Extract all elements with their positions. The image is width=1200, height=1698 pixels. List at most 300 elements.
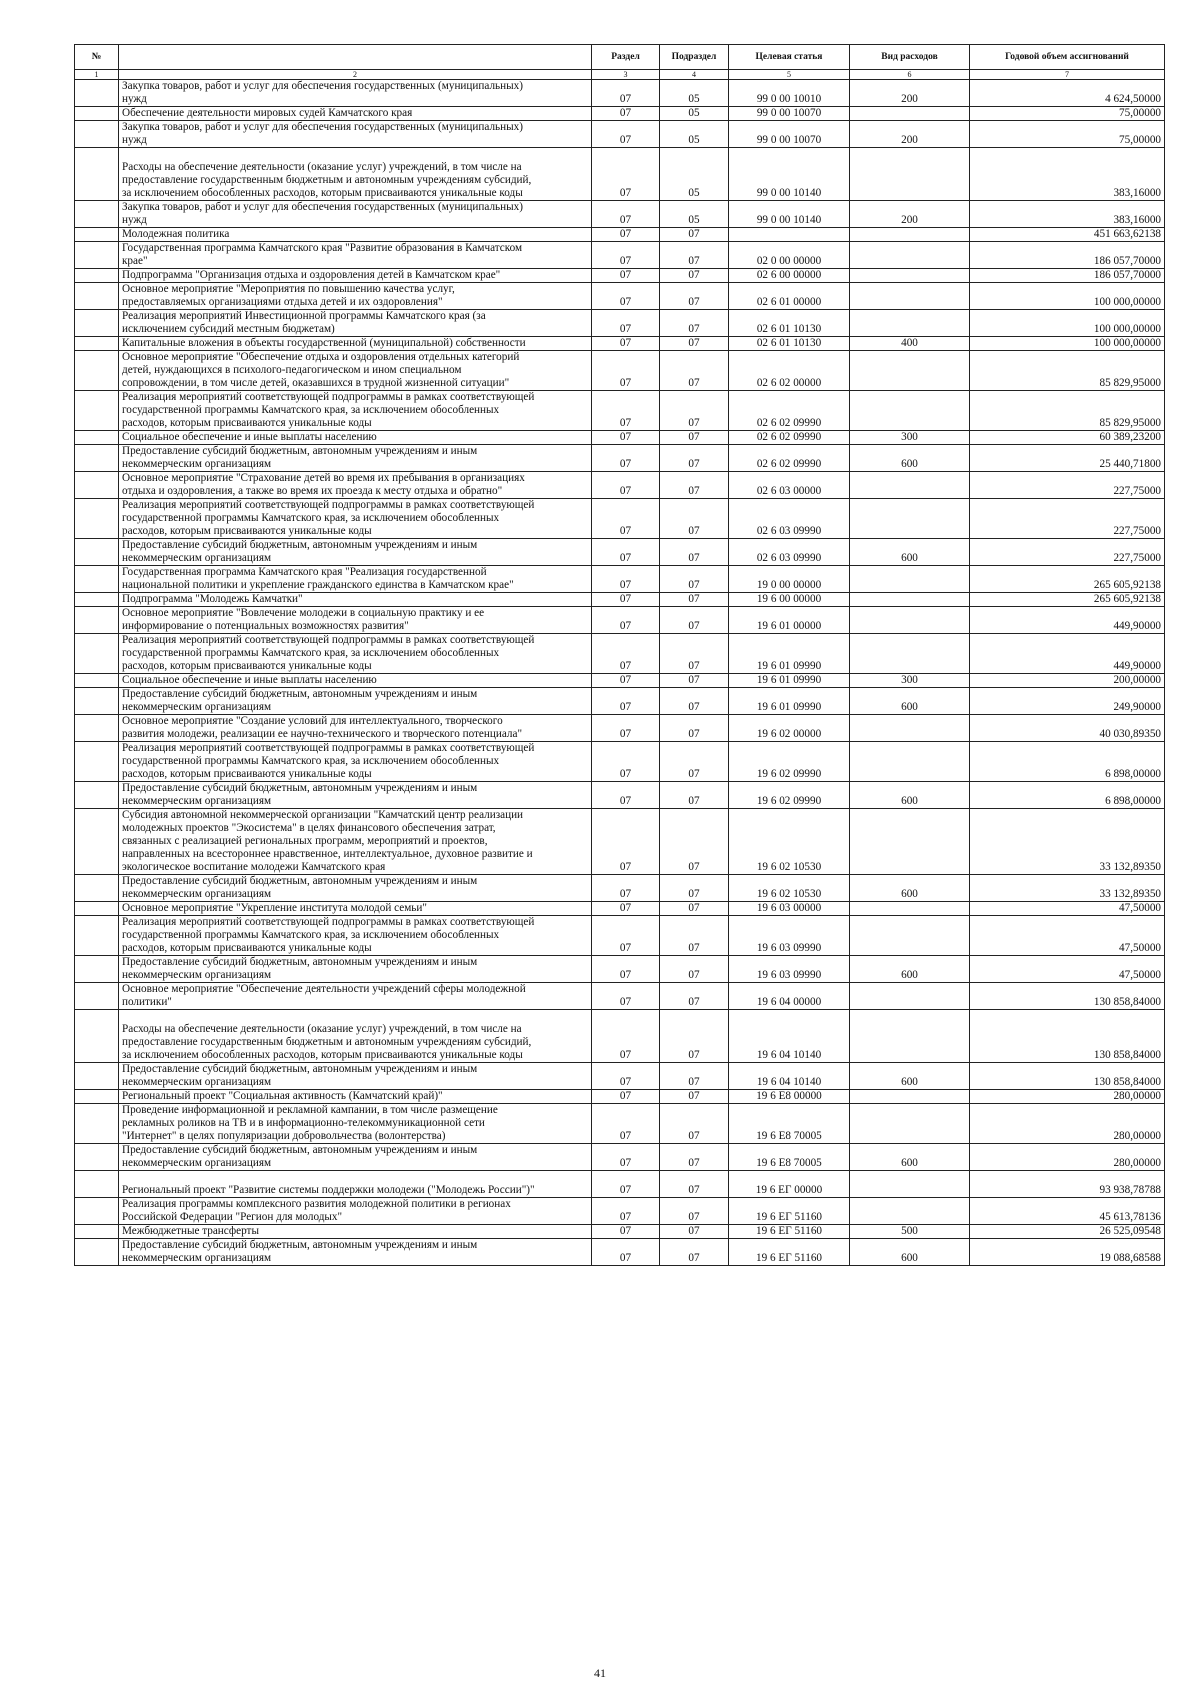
row-podrazdel: 07 xyxy=(660,1239,729,1266)
row-number xyxy=(75,242,119,269)
row-razdel: 07 xyxy=(592,634,660,674)
table-row xyxy=(75,956,1165,983)
row-podrazdel: 07 xyxy=(660,1225,729,1239)
row-tselevaya-statya: 99 0 00 10070 xyxy=(729,107,850,121)
row-razdel: 07 xyxy=(592,1010,660,1063)
row-razdel: 07 xyxy=(592,1225,660,1239)
row-tselevaya-statya: 19 6 EГ 00000 xyxy=(729,1171,850,1198)
row-sum: 449,90000 xyxy=(970,607,1165,634)
row-tselevaya-statya: 99 0 00 10140 xyxy=(729,148,850,201)
row-number xyxy=(75,782,119,809)
row-vid-raskhodov: 600 xyxy=(850,956,970,983)
row-tselevaya-statya: 19 6 E8 70005 xyxy=(729,1104,850,1144)
row-podrazdel: 07 xyxy=(660,1010,729,1063)
row-number xyxy=(75,902,119,916)
table-row xyxy=(75,499,1165,539)
row-razdel: 07 xyxy=(592,809,660,875)
row-podrazdel: 07 xyxy=(660,593,729,607)
row-number xyxy=(75,391,119,431)
row-vid-raskhodov xyxy=(850,916,970,956)
row-sum: 60 389,23200 xyxy=(970,431,1165,445)
row-tselevaya-statya: 02 6 01 00000 xyxy=(729,283,850,310)
row-tselevaya-statya: 19 6 04 10140 xyxy=(729,1010,850,1063)
row-name: Расходы на обеспечение деятельности (оказание услуг) учреждений, в том числе на предоставление государственным бюджетным и автономным учреждениям субсидий, за исключением обособленных расходов, которым присваиваются уникальные коды xyxy=(119,1010,592,1063)
row-tselevaya-statya: 19 6 01 09990 xyxy=(729,674,850,688)
row-razdel: 07 xyxy=(592,782,660,809)
row-vid-raskhodov: 600 xyxy=(850,445,970,472)
row-name: Проведение информационной и рекламной кампании, в том числе размещение рекламных роликов на ТВ и в информационно-телекоммуникационной сети "Интернет" в целях популяризации добровольчества (волонтерства) xyxy=(119,1104,592,1144)
table-row xyxy=(75,566,1165,593)
table-row xyxy=(75,674,1165,688)
row-sum: 47,50000 xyxy=(970,956,1165,983)
row-vid-raskhodov xyxy=(850,269,970,283)
row-number xyxy=(75,148,119,201)
row-vid-raskhodov xyxy=(850,107,970,121)
row-name: Предоставление субсидий бюджетным, автономным учреждениям и иным некоммерческим организациям xyxy=(119,1144,592,1171)
row-sum: 45 613,78136 xyxy=(970,1198,1165,1225)
column-number: 5 xyxy=(729,70,850,80)
row-sum: 100 000,00000 xyxy=(970,337,1165,351)
row-podrazdel: 07 xyxy=(660,431,729,445)
row-name: Закупка товаров, работ и услуг для обеспечения государственных (муниципальных) нужд xyxy=(119,80,592,107)
row-podrazdel: 05 xyxy=(660,121,729,148)
row-name: Молодежная политика xyxy=(119,228,592,242)
row-razdel: 07 xyxy=(592,539,660,566)
row-podrazdel: 07 xyxy=(660,1144,729,1171)
row-name: Реализация программы комплексного развития молодежной политики в регионах Российской Федерации "Регион для молодых" xyxy=(119,1198,592,1225)
row-vid-raskhodov xyxy=(850,242,970,269)
row-razdel: 07 xyxy=(592,956,660,983)
row-name: Региональный проект "Социальная активность (Камчатский край)" xyxy=(119,1090,592,1104)
row-vid-raskhodov xyxy=(850,566,970,593)
row-sum: 26 525,09548 xyxy=(970,1225,1165,1239)
row-tselevaya-statya: 19 0 00 00000 xyxy=(729,566,850,593)
row-razdel: 07 xyxy=(592,337,660,351)
row-number xyxy=(75,107,119,121)
row-tselevaya-statya: 19 6 E8 70005 xyxy=(729,1144,850,1171)
row-vid-raskhodov xyxy=(850,499,970,539)
row-tselevaya-statya: 19 6 EГ 51160 xyxy=(729,1198,850,1225)
row-name: Социальное обеспечение и иные выплаты населению xyxy=(119,674,592,688)
table-row xyxy=(75,337,1165,351)
page-number: 41 xyxy=(594,1666,606,1680)
table-row xyxy=(75,875,1165,902)
row-number xyxy=(75,539,119,566)
row-tselevaya-statya: 19 6 EГ 51160 xyxy=(729,1239,850,1266)
row-name: Реализация мероприятий Инвестиционной программы Камчатского края (за исключением субсидий местным бюджетам) xyxy=(119,310,592,337)
row-number xyxy=(75,607,119,634)
row-razdel: 07 xyxy=(592,472,660,499)
header-tselevaya-statya: Целевая статья xyxy=(729,45,850,70)
row-podrazdel: 07 xyxy=(660,351,729,391)
table-row xyxy=(75,148,1165,201)
row-name: Социальное обеспечение и иные выплаты населению xyxy=(119,431,592,445)
row-number xyxy=(75,674,119,688)
row-vid-raskhodov xyxy=(850,351,970,391)
row-podrazdel: 07 xyxy=(660,1090,729,1104)
row-tselevaya-statya: 19 6 02 00000 xyxy=(729,715,850,742)
row-number xyxy=(75,228,119,242)
row-tselevaya-statya: 19 6 01 09990 xyxy=(729,634,850,674)
row-tselevaya-statya: 02 6 03 00000 xyxy=(729,472,850,499)
row-sum: 93 938,78788 xyxy=(970,1171,1165,1198)
row-razdel: 07 xyxy=(592,351,660,391)
row-sum: 383,16000 xyxy=(970,201,1165,228)
row-number xyxy=(75,1225,119,1239)
row-tselevaya-statya: 19 6 01 00000 xyxy=(729,607,850,634)
row-razdel: 07 xyxy=(592,1171,660,1198)
row-razdel: 07 xyxy=(592,688,660,715)
row-tselevaya-statya: 02 6 00 00000 xyxy=(729,269,850,283)
row-vid-raskhodov xyxy=(850,983,970,1010)
row-razdel: 07 xyxy=(592,445,660,472)
row-razdel: 07 xyxy=(592,391,660,431)
budget-sheet xyxy=(74,44,1164,1266)
row-razdel: 07 xyxy=(592,121,660,148)
row-razdel: 07 xyxy=(592,1239,660,1266)
column-number: 2 xyxy=(119,70,592,80)
row-razdel: 07 xyxy=(592,875,660,902)
row-number xyxy=(75,201,119,228)
table-row xyxy=(75,634,1165,674)
table-row xyxy=(75,431,1165,445)
row-podrazdel: 07 xyxy=(660,742,729,782)
row-name: Реализация мероприятий соответствующей подпрограммы в рамках соответствующей государственной программы Камчатского края, за исключением обособленных расходов, которым присваиваются уникальные коды xyxy=(119,916,592,956)
row-vid-raskhodov xyxy=(850,902,970,916)
table-row xyxy=(75,1171,1165,1198)
table-row xyxy=(75,121,1165,148)
row-name: Реализация мероприятий соответствующей подпрограммы в рамках соответствующей государственной программы Камчатского края, за исключением обособленных расходов, которым присваиваются уникальные коды xyxy=(119,742,592,782)
row-number xyxy=(75,875,119,902)
table-row xyxy=(75,242,1165,269)
row-sum: 100 000,00000 xyxy=(970,283,1165,310)
row-razdel: 07 xyxy=(592,566,660,593)
table-row xyxy=(75,1063,1165,1090)
row-name: Реализация мероприятий соответствующей подпрограммы в рамках соответствующей государственной программы Камчатского края, за исключением обособленных расходов, которым присваиваются уникальные коды xyxy=(119,499,592,539)
row-razdel: 07 xyxy=(592,269,660,283)
row-number xyxy=(75,445,119,472)
row-number xyxy=(75,1171,119,1198)
row-razdel: 07 xyxy=(592,431,660,445)
row-number xyxy=(75,566,119,593)
row-number xyxy=(75,1198,119,1225)
row-podrazdel: 05 xyxy=(660,201,729,228)
row-name: Подпрограмма "Организация отдыха и оздоровления детей в Камчатском крае" xyxy=(119,269,592,283)
row-sum: 249,90000 xyxy=(970,688,1165,715)
row-podrazdel: 07 xyxy=(660,1171,729,1198)
row-podrazdel: 05 xyxy=(660,80,729,107)
row-razdel: 07 xyxy=(592,983,660,1010)
row-podrazdel: 07 xyxy=(660,1198,729,1225)
row-vid-raskhodov xyxy=(850,593,970,607)
row-name: Предоставление субсидий бюджетным, автономным учреждениям и иным некоммерческим организациям xyxy=(119,1063,592,1090)
row-sum: 265 605,92138 xyxy=(970,593,1165,607)
row-name: Предоставление субсидий бюджетным, автономным учреждениям и иным некоммерческим организациям xyxy=(119,688,592,715)
row-number xyxy=(75,634,119,674)
row-number xyxy=(75,1010,119,1063)
row-podrazdel: 07 xyxy=(660,1104,729,1144)
table-row xyxy=(75,688,1165,715)
row-sum: 33 132,89350 xyxy=(970,809,1165,875)
row-podrazdel: 07 xyxy=(660,445,729,472)
row-vid-raskhodov: 600 xyxy=(850,1239,970,1266)
table-row xyxy=(75,107,1165,121)
column-number: 1 xyxy=(75,70,119,80)
row-vid-raskhodov xyxy=(850,391,970,431)
row-sum: 130 858,84000 xyxy=(970,983,1165,1010)
row-name: Капитальные вложения в объекты государственной (муниципальной) собственности xyxy=(119,337,592,351)
table-row xyxy=(75,1144,1165,1171)
row-tselevaya-statya: 19 6 01 09990 xyxy=(729,688,850,715)
row-number xyxy=(75,809,119,875)
row-name: Закупка товаров, работ и услуг для обеспечения государственных (муниципальных) нужд xyxy=(119,201,592,228)
table-row xyxy=(75,782,1165,809)
table-row xyxy=(75,742,1165,782)
row-vid-raskhodov: 600 xyxy=(850,539,970,566)
row-podrazdel: 07 xyxy=(660,566,729,593)
row-name: Основное мероприятие "Страхование детей во время их пребывания в организациях отдыха и оздоровления, а также во время их проезда к месту отдыха и обратно" xyxy=(119,472,592,499)
row-podrazdel: 07 xyxy=(660,242,729,269)
row-name: Реализация мероприятий соответствующей подпрограммы в рамках соответствующей государственной программы Камчатского края, за исключением обособленных расходов, которым присваиваются уникальные коды xyxy=(119,391,592,431)
budget-table xyxy=(74,44,1165,1266)
header-vid-raskhodov: Вид расходов xyxy=(850,45,970,70)
row-sum: 47,50000 xyxy=(970,902,1165,916)
row-razdel: 07 xyxy=(592,1104,660,1144)
row-podrazdel: 07 xyxy=(660,916,729,956)
table-row xyxy=(75,902,1165,916)
row-sum: 85 829,95000 xyxy=(970,351,1165,391)
row-tselevaya-statya: 99 0 00 10070 xyxy=(729,121,850,148)
header-godovoy-obem: Годовой объем ассигнований xyxy=(970,45,1165,70)
row-podrazdel: 07 xyxy=(660,499,729,539)
table-row xyxy=(75,983,1165,1010)
row-name: Основное мероприятие "Обеспечение деятельности учреждений сферы молодежной политики" xyxy=(119,983,592,1010)
row-vid-raskhodov xyxy=(850,1010,970,1063)
row-razdel: 07 xyxy=(592,916,660,956)
column-number: 6 xyxy=(850,70,970,80)
row-vid-raskhodov xyxy=(850,472,970,499)
row-name: Предоставление субсидий бюджетным, автономным учреждениям и иным некоммерческим организациям xyxy=(119,956,592,983)
row-number xyxy=(75,742,119,782)
row-tselevaya-statya: 19 6 02 10530 xyxy=(729,875,850,902)
row-name: Основное мероприятие "Обеспечение отдыха и оздоровления отдельных категорий детей, нуждающихся в психолого-педагогическом и ином специальном сопровождении, в том числе детей, оказавшихся в трудной жизненной ситуации" xyxy=(119,351,592,391)
row-vid-raskhodov xyxy=(850,742,970,782)
row-razdel: 07 xyxy=(592,80,660,107)
header-podrazdel: Подраздел xyxy=(660,45,729,70)
table-row xyxy=(75,1104,1165,1144)
table-row xyxy=(75,80,1165,107)
row-vid-raskhodov: 200 xyxy=(850,80,970,107)
row-vid-raskhodov: 200 xyxy=(850,201,970,228)
row-sum: 47,50000 xyxy=(970,916,1165,956)
row-tselevaya-statya: 99 0 00 10010 xyxy=(729,80,850,107)
row-sum: 449,90000 xyxy=(970,634,1165,674)
row-razdel: 07 xyxy=(592,201,660,228)
row-number xyxy=(75,337,119,351)
row-vid-raskhodov xyxy=(850,1171,970,1198)
row-vid-raskhodov: 200 xyxy=(850,121,970,148)
row-podrazdel: 07 xyxy=(660,607,729,634)
header-no: № xyxy=(75,45,119,70)
row-tselevaya-statya: 19 6 04 10140 xyxy=(729,1063,850,1090)
row-name: Предоставление субсидий бюджетным, автономным учреждениям и иным некоммерческим организациям xyxy=(119,539,592,566)
row-podrazdel: 07 xyxy=(660,875,729,902)
table-row xyxy=(75,539,1165,566)
row-number xyxy=(75,1104,119,1144)
column-number-row xyxy=(75,70,1165,80)
row-podrazdel: 05 xyxy=(660,148,729,201)
row-sum: 227,75000 xyxy=(970,472,1165,499)
row-name: Государственная программа Камчатского края "Реализация государственной национальной политики и укрепление гражданского единства в Камчатском крае" xyxy=(119,566,592,593)
row-tselevaya-statya: 02 6 01 10130 xyxy=(729,310,850,337)
table-row xyxy=(75,916,1165,956)
row-tselevaya-statya: 19 6 03 00000 xyxy=(729,902,850,916)
row-sum: 186 057,70000 xyxy=(970,242,1165,269)
row-vid-raskhodov xyxy=(850,809,970,875)
table-row xyxy=(75,391,1165,431)
row-name: Субсидия автономной некоммерческой организации "Камчатский центр реализации молодежных проектов "Экосистема" в целях финансового обеспечения затрат, связанных с реализацией региональных программ, мероприятий и проектов, направленных на всестороннее нравственное, интеллектуальное, духовное развитие и экологическое воспитание молодежи Камчатского края xyxy=(119,809,592,875)
row-tselevaya-statya: 99 0 00 10140 xyxy=(729,201,850,228)
row-sum: 280,00000 xyxy=(970,1144,1165,1171)
row-vid-raskhodov xyxy=(850,1198,970,1225)
table-row xyxy=(75,1090,1165,1104)
header-row xyxy=(75,45,1165,70)
row-tselevaya-statya: 02 0 00 00000 xyxy=(729,242,850,269)
row-number xyxy=(75,351,119,391)
row-vid-raskhodov xyxy=(850,228,970,242)
row-vid-raskhodov xyxy=(850,1104,970,1144)
row-name: Государственная программа Камчатского края "Развитие образования в Камчатском крае" xyxy=(119,242,592,269)
row-sum: 85 829,95000 xyxy=(970,391,1165,431)
row-sum: 33 132,89350 xyxy=(970,875,1165,902)
row-number xyxy=(75,121,119,148)
row-sum: 6 898,00000 xyxy=(970,782,1165,809)
row-razdel: 07 xyxy=(592,107,660,121)
row-vid-raskhodov xyxy=(850,607,970,634)
column-number: 4 xyxy=(660,70,729,80)
row-name: Предоставление субсидий бюджетным, автономным учреждениям и иным некоммерческим организациям xyxy=(119,445,592,472)
row-sum: 130 858,84000 xyxy=(970,1010,1165,1063)
table-row xyxy=(75,593,1165,607)
row-razdel: 07 xyxy=(592,310,660,337)
header-name xyxy=(119,45,592,70)
row-number xyxy=(75,1063,119,1090)
table-row xyxy=(75,310,1165,337)
row-sum: 280,00000 xyxy=(970,1090,1165,1104)
table-row xyxy=(75,607,1165,634)
row-name: Основное мероприятие "Мероприятия по повышению качества услуг, предоставляемых организациями отдыха детей и их оздоровления" xyxy=(119,283,592,310)
table-row xyxy=(75,445,1165,472)
row-sum: 227,75000 xyxy=(970,539,1165,566)
row-tselevaya-statya: 02 6 01 10130 xyxy=(729,337,850,351)
row-number xyxy=(75,916,119,956)
row-vid-raskhodov xyxy=(850,634,970,674)
row-sum: 200,00000 xyxy=(970,674,1165,688)
row-podrazdel: 07 xyxy=(660,956,729,983)
row-name: Предоставление субсидий бюджетным, автономным учреждениям и иным некоммерческим организациям xyxy=(119,875,592,902)
row-razdel: 07 xyxy=(592,902,660,916)
row-vid-raskhodov: 600 xyxy=(850,875,970,902)
row-sum: 451 663,62138 xyxy=(970,228,1165,242)
row-number xyxy=(75,310,119,337)
row-vid-raskhodov: 300 xyxy=(850,674,970,688)
row-vid-raskhodov: 400 xyxy=(850,337,970,351)
row-vid-raskhodov xyxy=(850,148,970,201)
table-row xyxy=(75,269,1165,283)
row-podrazdel: 07 xyxy=(660,472,729,499)
row-razdel: 07 xyxy=(592,1144,660,1171)
row-razdel: 07 xyxy=(592,499,660,539)
header-razdel: Раздел xyxy=(592,45,660,70)
row-name: Расходы на обеспечение деятельности (оказание услуг) учреждений, в том числе на предоставление государственным бюджетным и автономным учреждениям субсидий, за исключением обособленных расходов, которым присваиваются уникальные коды xyxy=(119,148,592,201)
row-name: Межбюджетные трансферты xyxy=(119,1225,592,1239)
row-number xyxy=(75,1239,119,1266)
row-tselevaya-statya: 19 6 E8 00000 xyxy=(729,1090,850,1104)
row-razdel: 07 xyxy=(592,228,660,242)
row-tselevaya-statya: 19 6 04 00000 xyxy=(729,983,850,1010)
table-row xyxy=(75,1239,1165,1266)
row-number xyxy=(75,715,119,742)
row-razdel: 07 xyxy=(592,674,660,688)
row-vid-raskhodov: 600 xyxy=(850,782,970,809)
row-vid-raskhodov: 600 xyxy=(850,1144,970,1171)
row-sum: 25 440,71800 xyxy=(970,445,1165,472)
row-tselevaya-statya: 02 6 02 09990 xyxy=(729,445,850,472)
table-row xyxy=(75,715,1165,742)
row-tselevaya-statya: 02 6 02 09990 xyxy=(729,391,850,431)
row-podrazdel: 07 xyxy=(660,674,729,688)
row-tselevaya-statya: 02 6 03 09990 xyxy=(729,499,850,539)
row-number xyxy=(75,269,119,283)
row-tselevaya-statya: 02 6 02 00000 xyxy=(729,351,850,391)
row-podrazdel: 07 xyxy=(660,902,729,916)
row-vid-raskhodov: 600 xyxy=(850,688,970,715)
table-row xyxy=(75,283,1165,310)
row-podrazdel: 07 xyxy=(660,391,729,431)
row-vid-raskhodov xyxy=(850,310,970,337)
row-number xyxy=(75,431,119,445)
row-razdel: 07 xyxy=(592,1090,660,1104)
row-sum: 265 605,92138 xyxy=(970,566,1165,593)
row-name: Подпрограмма "Молодежь Камчатки" xyxy=(119,593,592,607)
row-podrazdel: 07 xyxy=(660,782,729,809)
row-tselevaya-statya: 19 6 02 10530 xyxy=(729,809,850,875)
row-name: Обеспечение деятельности мировых судей Камчатского края xyxy=(119,107,592,121)
row-podrazdel: 07 xyxy=(660,539,729,566)
row-podrazdel: 07 xyxy=(660,809,729,875)
row-sum: 6 898,00000 xyxy=(970,742,1165,782)
row-podrazdel: 07 xyxy=(660,310,729,337)
row-podrazdel: 07 xyxy=(660,337,729,351)
row-podrazdel: 07 xyxy=(660,983,729,1010)
table-row xyxy=(75,1225,1165,1239)
row-razdel: 07 xyxy=(592,1198,660,1225)
row-name: Основное мероприятие "Создание условий для интеллектуального, творческого развития молодежи, реализации ее научно-технического и творческого потенциала" xyxy=(119,715,592,742)
row-sum: 383,16000 xyxy=(970,148,1165,201)
row-podrazdel: 07 xyxy=(660,715,729,742)
row-number xyxy=(75,593,119,607)
row-razdel: 07 xyxy=(592,742,660,782)
row-tselevaya-statya: 19 6 00 00000 xyxy=(729,593,850,607)
row-vid-raskhodov: 600 xyxy=(850,1063,970,1090)
row-name: Региональный проект "Развитие системы поддержки молодежи ("Молодежь России")" xyxy=(119,1171,592,1198)
row-sum: 100 000,00000 xyxy=(970,310,1165,337)
row-number xyxy=(75,688,119,715)
column-number: 7 xyxy=(970,70,1165,80)
row-razdel: 07 xyxy=(592,242,660,269)
row-sum: 40 030,89350 xyxy=(970,715,1165,742)
table-row xyxy=(75,472,1165,499)
